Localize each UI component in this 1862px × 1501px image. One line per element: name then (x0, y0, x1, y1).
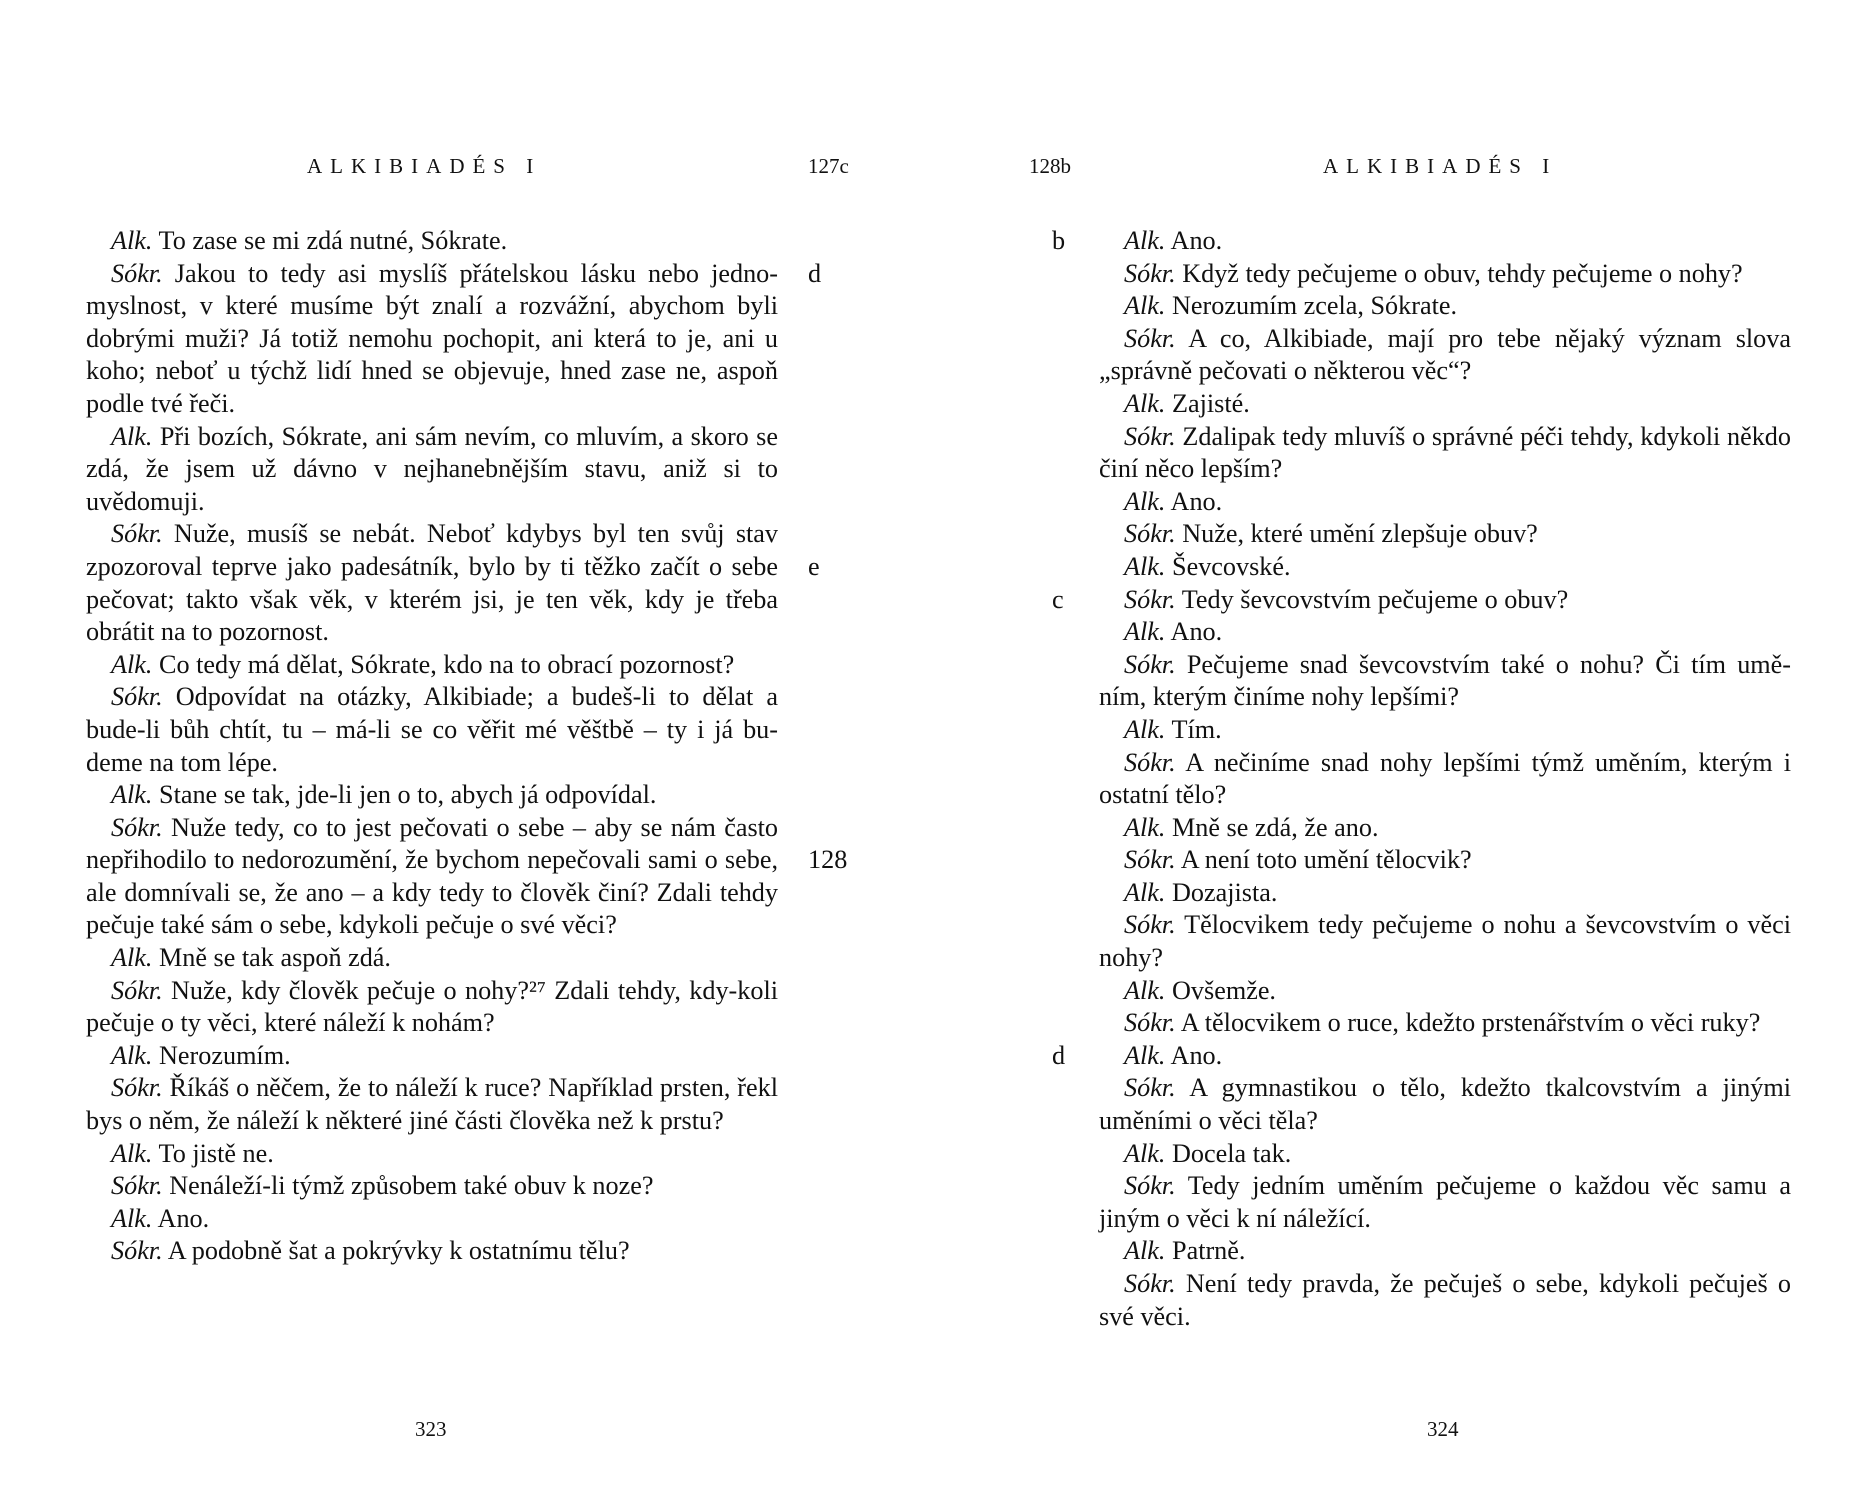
margin-marker (1052, 258, 1092, 291)
margin-marker (1052, 453, 1092, 486)
dialogue-text (1099, 225, 1791, 1333)
speaker-label: Sókr. (111, 682, 163, 712)
speaker-label: Sókr. (111, 1073, 163, 1103)
margin-marker (1052, 714, 1092, 747)
speaker-label: Sókr. (111, 258, 163, 288)
speaker-label: Sókr. (111, 1236, 163, 1266)
margin-marker (808, 518, 848, 551)
dialogue-paragraph (1099, 388, 1791, 421)
dialogue-paragraph (1099, 1040, 1791, 1073)
margin-marker (1052, 518, 1092, 551)
dialogue-paragraph (1099, 1268, 1791, 1333)
speaker-label: Alk. (1124, 1040, 1166, 1070)
margin-marker (1052, 779, 1092, 812)
speech-text: Docela tak. (1165, 1138, 1292, 1168)
speaker-label: Alk. (1124, 714, 1166, 744)
dialogue-paragraph (1099, 1072, 1791, 1137)
dialogue-paragraph (1099, 616, 1791, 649)
dialogue-paragraph (86, 258, 778, 421)
dialogue-paragraph (1099, 1138, 1791, 1171)
dialogue-paragraph (1099, 551, 1791, 584)
speaker-label: Alk. (1124, 486, 1166, 516)
speech-text: Mně se tak aspoň zdá. (152, 943, 391, 973)
stephanus-head: 128b (1029, 154, 1071, 178)
dialogue-paragraph (86, 779, 778, 812)
dialogue-paragraph (1099, 258, 1791, 291)
margin-marker (808, 714, 848, 747)
speech-text: Nuže tedy, co to jest pečovati o sebe – aby se nám často nepřihodilo to nedorozumění, že bychom nepečovali sami o sebe, ale domnívali se, že ano – a kdy tedy to člověk činí? Zdali tehdy pečuje také sám o sebe, kdykoli pečuje o své věci? (86, 812, 778, 940)
margin-marker (1052, 909, 1092, 942)
speech-text: Ano. (1165, 226, 1223, 255)
speaker-label: Sókr. (111, 975, 163, 1005)
margin-marker (1052, 388, 1092, 421)
speech-text: Zdalipak tedy mluvíš o správné péči tehdy, kdykoli někdo činí něco lepším? (1099, 421, 1791, 484)
dialogue-paragraph (1099, 844, 1791, 877)
page-number: 324 (1427, 1417, 1459, 1441)
margin-marker (1052, 649, 1092, 682)
speech-text: Tím. (1165, 714, 1222, 744)
speaker-label: Alk. (111, 1040, 153, 1070)
margin-marker (808, 421, 848, 454)
dialogue-paragraph (86, 421, 778, 519)
dialogue-paragraph (1099, 812, 1791, 845)
dialogue-paragraph (1099, 225, 1791, 258)
margin-marker (1052, 942, 1092, 975)
speaker-label: Sókr. (1124, 1171, 1176, 1201)
margin-marker (1052, 975, 1092, 1008)
speech-text: Jakou to tedy asi myslíš přátelskou lásku nebo jedno-myslnost, v které musíme být znalí a rozvážní, abychom byli dobrými muži? Já totiž nemohu pochopit, ani která to je, ani u koho; neboť u týchž lidí hned se objevuje, hned zase ne, aspoň podle tvé řeči. (86, 258, 778, 418)
dialogue-paragraph (86, 518, 778, 648)
speaker-label: Sókr. (111, 519, 163, 549)
margin-marker (808, 323, 848, 356)
margin-marker (1052, 877, 1092, 910)
speech-text: A gymnastikou o tělo, kdežto tkalcovstvím a jinými uměními o věci těla? (1099, 1073, 1791, 1136)
speech-text: Patrně. (1165, 1236, 1246, 1266)
speaker-label: Alk. (1124, 226, 1166, 255)
speech-text: Není tedy pravda, že pečuješ o sebe, kdykoli pečuješ o své věci. (1099, 1269, 1791, 1331)
speaker-label: Sókr. (1124, 845, 1176, 875)
margin-marker (808, 812, 848, 845)
dialogue-paragraph (86, 975, 778, 1040)
speaker-label: Alk. (111, 780, 153, 810)
speech-text: Dozajista. (1165, 877, 1278, 907)
speaker-label: Sókr. (111, 1171, 163, 1201)
speaker-label: Alk. (1124, 617, 1166, 647)
margin-marker (1052, 290, 1092, 323)
dialogue-paragraph (86, 1170, 778, 1203)
margin-marker (808, 649, 848, 682)
running-head: ALKIBIADÉS I (1323, 154, 1558, 178)
margin-marker (808, 747, 848, 780)
dialogue-paragraph (1099, 909, 1791, 974)
speaker-label: Sókr. (1124, 258, 1176, 288)
dialogue-paragraph (1099, 290, 1791, 323)
speaker-label: Alk. (111, 1138, 153, 1168)
speaker-label: Sókr. (1124, 1073, 1176, 1103)
speaker-label: Sókr. (111, 812, 163, 842)
speech-text: Ovšemže. (1165, 975, 1276, 1005)
speaker-label: Alk. (111, 226, 153, 255)
speech-text: Zajisté. (1165, 388, 1250, 418)
speaker-label: Alk. (1124, 1236, 1166, 1266)
page-number: 323 (415, 1417, 447, 1441)
dialogue-text (86, 225, 778, 1268)
dialogue-paragraph (1099, 877, 1791, 910)
margin-marker: c (1052, 584, 1064, 614)
margin-marker (808, 486, 848, 519)
speaker-label: Sókr. (1124, 1008, 1176, 1038)
speaker-label: Alk. (1124, 812, 1166, 842)
speaker-label: Alk. (1124, 388, 1166, 418)
running-head: ALKIBIADÉS I (307, 154, 542, 178)
dialogue-paragraph (86, 649, 778, 682)
speech-text: Tedy ševcovstvím pečujeme o obuv? (1175, 584, 1569, 614)
dialogue-paragraph (1099, 584, 1791, 617)
dialogue-paragraph (86, 1203, 778, 1236)
margin-marker: d (808, 258, 822, 288)
speaker-label: Alk. (1124, 291, 1166, 321)
dialogue-paragraph (86, 1138, 778, 1171)
margin-marker (1052, 812, 1092, 845)
dialogue-paragraph (1099, 486, 1791, 519)
speaker-label: Alk. (1124, 551, 1166, 581)
margin-marker: d (1052, 1040, 1066, 1070)
speaker-label: Sókr. (1124, 421, 1176, 451)
speaker-label: Alk. (111, 1203, 153, 1233)
speaker-label: Sókr. (1124, 323, 1176, 353)
speech-text: Mně se zdá, že ano. (1165, 812, 1379, 842)
margin-marker (808, 355, 848, 388)
speaker-label: Sókr. (1124, 584, 1176, 614)
speech-text: Nuže, musíš se nebát. Neboť kdybys byl ten svůj stav zpozoroval teprve jako padesátník, bylo by ti těžko začít o sebe pečovat; takto však věk, v kterém jsi, je ten věk, kdy je třeba obrátit na to pozornost. (86, 519, 778, 647)
speech-text: A tělocvikem o ruce, kdežto prstenářstvím o věci ruky? (1175, 1008, 1761, 1038)
margin-marker (808, 290, 848, 323)
speech-text: Nuže, které umění zlepšuje obuv? (1175, 519, 1538, 549)
speech-text: Tělocvikem tedy pečujeme o nohu a ševcovstvím o věci nohy? (1099, 910, 1791, 973)
speech-text: Říkáš o něčem, že to náleží k ruce? Například prsten, řekl bys o něm, že náleží k některé jiné části člověka než k prstu? (86, 1073, 778, 1136)
speaker-label: Sókr. (1124, 747, 1176, 777)
speech-text: To jistě ne. (152, 1138, 274, 1168)
dialogue-paragraph (1099, 747, 1791, 812)
speech-text: A není toto umění tělocvik? (1175, 845, 1472, 875)
margin-marker (1052, 1007, 1092, 1040)
speaker-label: Alk. (111, 649, 153, 679)
margin-marker (808, 616, 848, 649)
speech-text: Ano. (1165, 1040, 1223, 1070)
margin-marker (1052, 747, 1092, 780)
margin-marker: e (808, 551, 820, 581)
dialogue-paragraph (86, 225, 778, 258)
dialogue-paragraph (1099, 714, 1791, 747)
dialogue-paragraph (1099, 1007, 1791, 1040)
dialogue-paragraph (1099, 1170, 1791, 1235)
dialogue-paragraph (1099, 518, 1791, 551)
speech-text: Nerozumím. (152, 1040, 291, 1070)
speaker-label: Alk. (1124, 1138, 1166, 1168)
speech-text: A podobně šat a pokrývky k ostatnímu tělu? (162, 1236, 630, 1266)
margin-marker (1052, 616, 1092, 649)
speech-text: Při bozích, Sókrate, ani sám nevím, co mluvím, a skoro se zdá, že jsem už dávno v nejhanebnějším stavu, aniž si to uvědomuji. (86, 421, 778, 516)
speech-text: Co tedy má dělat, Sókrate, kdo na to obrací pozornost? (152, 649, 735, 679)
speaker-label: Alk. (111, 943, 153, 973)
speaker-label: Alk. (1124, 877, 1166, 907)
speaker-label: Alk. (111, 421, 153, 451)
margin-marker (1052, 486, 1092, 519)
margin-marker (1052, 844, 1092, 877)
dialogue-paragraph (86, 681, 778, 779)
margin-markers (808, 225, 848, 877)
dialogue-paragraph (86, 1235, 778, 1268)
speaker-label: Sókr. (1124, 1269, 1176, 1298)
margin-marker (808, 453, 848, 486)
speech-text: Ševcovské. (1165, 551, 1291, 581)
right-page (931, 0, 1862, 1501)
speech-text: Ano. (1165, 617, 1223, 647)
dialogue-paragraph (1099, 421, 1791, 486)
speaker-label: Sókr. (1124, 519, 1176, 549)
margin-marker (808, 681, 848, 714)
margin-marker (1052, 323, 1092, 356)
dialogue-paragraph (86, 812, 778, 942)
dialogue-paragraph (1099, 975, 1791, 1008)
speech-text: A co, Alkibiade, mají pro tebe nějaký význam slova „správně pečovati o některou věc“? (1099, 323, 1791, 386)
speech-text: Tedy jedním uměním pečujeme o každou věc samu a jiným o věci k ní náležící. (1099, 1171, 1791, 1233)
margin-marker: b (1052, 226, 1066, 255)
margin-marker (1052, 551, 1092, 584)
margin-marker (808, 225, 848, 258)
margin-marker (1052, 421, 1092, 454)
speech-text: Ano. (1165, 486, 1223, 516)
speech-text: Když tedy pečujeme o obuv, tehdy pečujeme o nohy? (1175, 258, 1743, 288)
speaker-label: Sókr. (1124, 649, 1176, 679)
speech-text: Ano. (152, 1203, 210, 1233)
speaker-label: Sókr. (1124, 910, 1176, 940)
dialogue-paragraph (86, 1072, 778, 1137)
speech-text: Odpovídat na otázky, Alkibiade; a budeš-li to dělat a bude-li bůh chtít, tu – má-li se co věřit mé věštbě – ty i já bu-deme na tom lépe. (86, 682, 778, 777)
speech-text: Nuže, kdy člověk pečuje o nohy?²⁷ Zdali tehdy, kdy-koli pečuje o ty věci, které náleží k nohám? (86, 975, 778, 1038)
stephanus-head: 127c (808, 154, 849, 178)
dialogue-paragraph (1099, 649, 1791, 714)
margin-marker (808, 779, 848, 812)
speech-text: Pečujeme snad ševcovstvím také o nohu? Či tím umě-ním, kterým činíme nohy lepšími? (1099, 649, 1791, 712)
dialogue-paragraph (1099, 323, 1791, 388)
margin-marker: 128 (808, 845, 848, 875)
margin-marker (1052, 681, 1092, 714)
speech-text: Stane se tak, jde-li jen o to, abych já odpovídal. (152, 780, 657, 810)
dialogue-paragraph (1099, 1235, 1791, 1268)
speech-text: A nečiníme snad nohy lepšími týmž uměním, kterým i ostatní tělo? (1099, 747, 1791, 810)
speech-text: Nenáleží-li týmž způsobem také obuv k noze? (162, 1171, 654, 1201)
margin-marker (808, 388, 848, 421)
margin-marker (808, 584, 848, 617)
dialogue-paragraph (86, 942, 778, 975)
margin-marker (1052, 355, 1092, 388)
speech-text: To zase se mi zdá nutné, Sókrate. (152, 226, 508, 255)
margin-markers (1052, 225, 1092, 1072)
speaker-label: Alk. (1124, 975, 1166, 1005)
speech-text: Nerozumím zcela, Sókrate. (1165, 291, 1458, 321)
dialogue-paragraph (86, 1040, 778, 1073)
